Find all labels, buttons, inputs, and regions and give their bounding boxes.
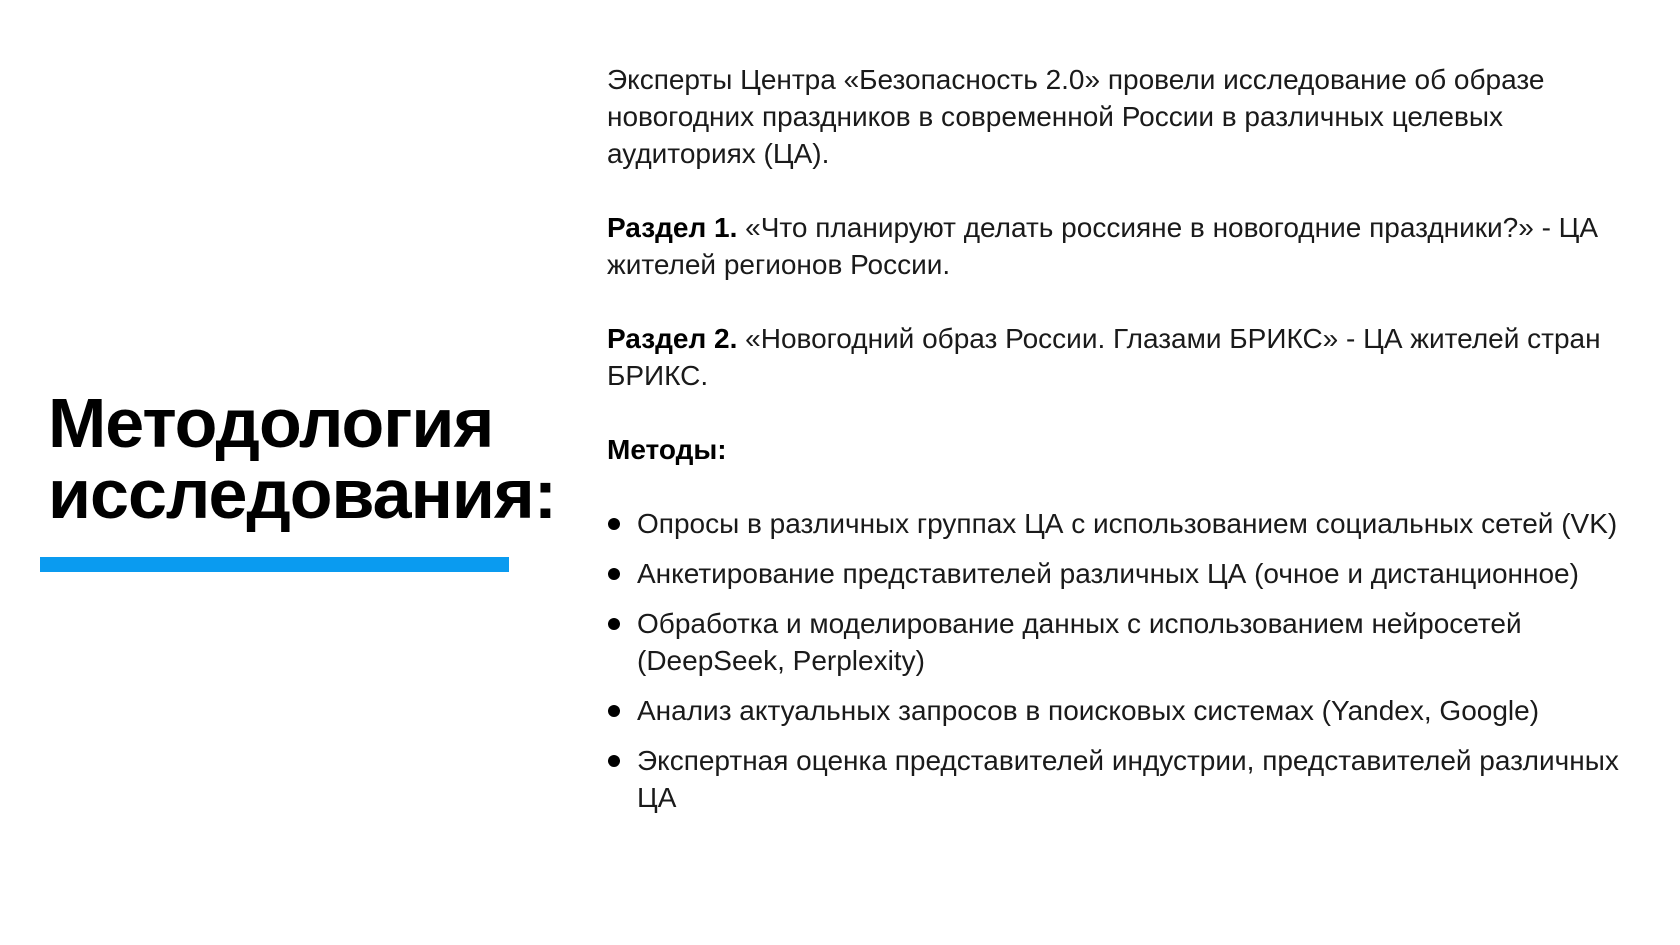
list-item — [607, 505, 1647, 542]
method-text: Обработка и моделирование данных с использованием нейросетей (DeepSeek, Perplexity) — [637, 608, 1522, 676]
list-item — [607, 605, 1647, 679]
accent-bar — [40, 557, 509, 572]
bullet-icon — [608, 618, 620, 630]
page-title-line-1: Методология — [48, 384, 494, 462]
bullet-icon — [608, 568, 620, 580]
methods-heading: Методы: — [607, 434, 727, 465]
intro-paragraph: Эксперты Центра «Безопасность 2.0» провели исследование об образе новогодних праздников в современной России в различных целевых аудиториях (ЦА). — [607, 64, 1545, 169]
bullet-icon — [608, 518, 620, 530]
page-title-line-2: исследования: — [48, 455, 557, 533]
title-block — [48, 384, 608, 533]
section-2-text: «Новогодний образ России. Глазами БРИКС» - ЦА жителей стран БРИКС. — [607, 323, 1601, 391]
section-2-paragraph — [607, 320, 1647, 394]
list-item — [607, 692, 1647, 729]
methods-list — [607, 505, 1647, 816]
section-2-label: Раздел 2. — [607, 323, 738, 354]
method-text: Опросы в различных группах ЦА с использованием социальных сетей (VK) — [637, 508, 1618, 539]
list-item — [607, 742, 1647, 816]
section-1-label: Раздел 1. — [607, 212, 738, 243]
content-column — [607, 61, 1647, 829]
list-item — [607, 555, 1647, 592]
method-text: Экспертная оценка представителей индустрии, представителей различных ЦА — [637, 745, 1619, 813]
section-1-paragraph — [607, 209, 1647, 283]
page-title — [48, 384, 608, 533]
bullet-icon — [608, 755, 620, 767]
method-text: Анкетирование представителей различных ЦА (очное и дистанционное) — [637, 558, 1579, 589]
method-text: Анализ актуальных запросов в поисковых системах (Yandex, Google) — [637, 695, 1540, 726]
bullet-icon — [608, 705, 620, 717]
section-1-text: «Что планируют делать россияне в новогодние праздники?» - ЦА жителей регионов России. — [607, 212, 1599, 280]
